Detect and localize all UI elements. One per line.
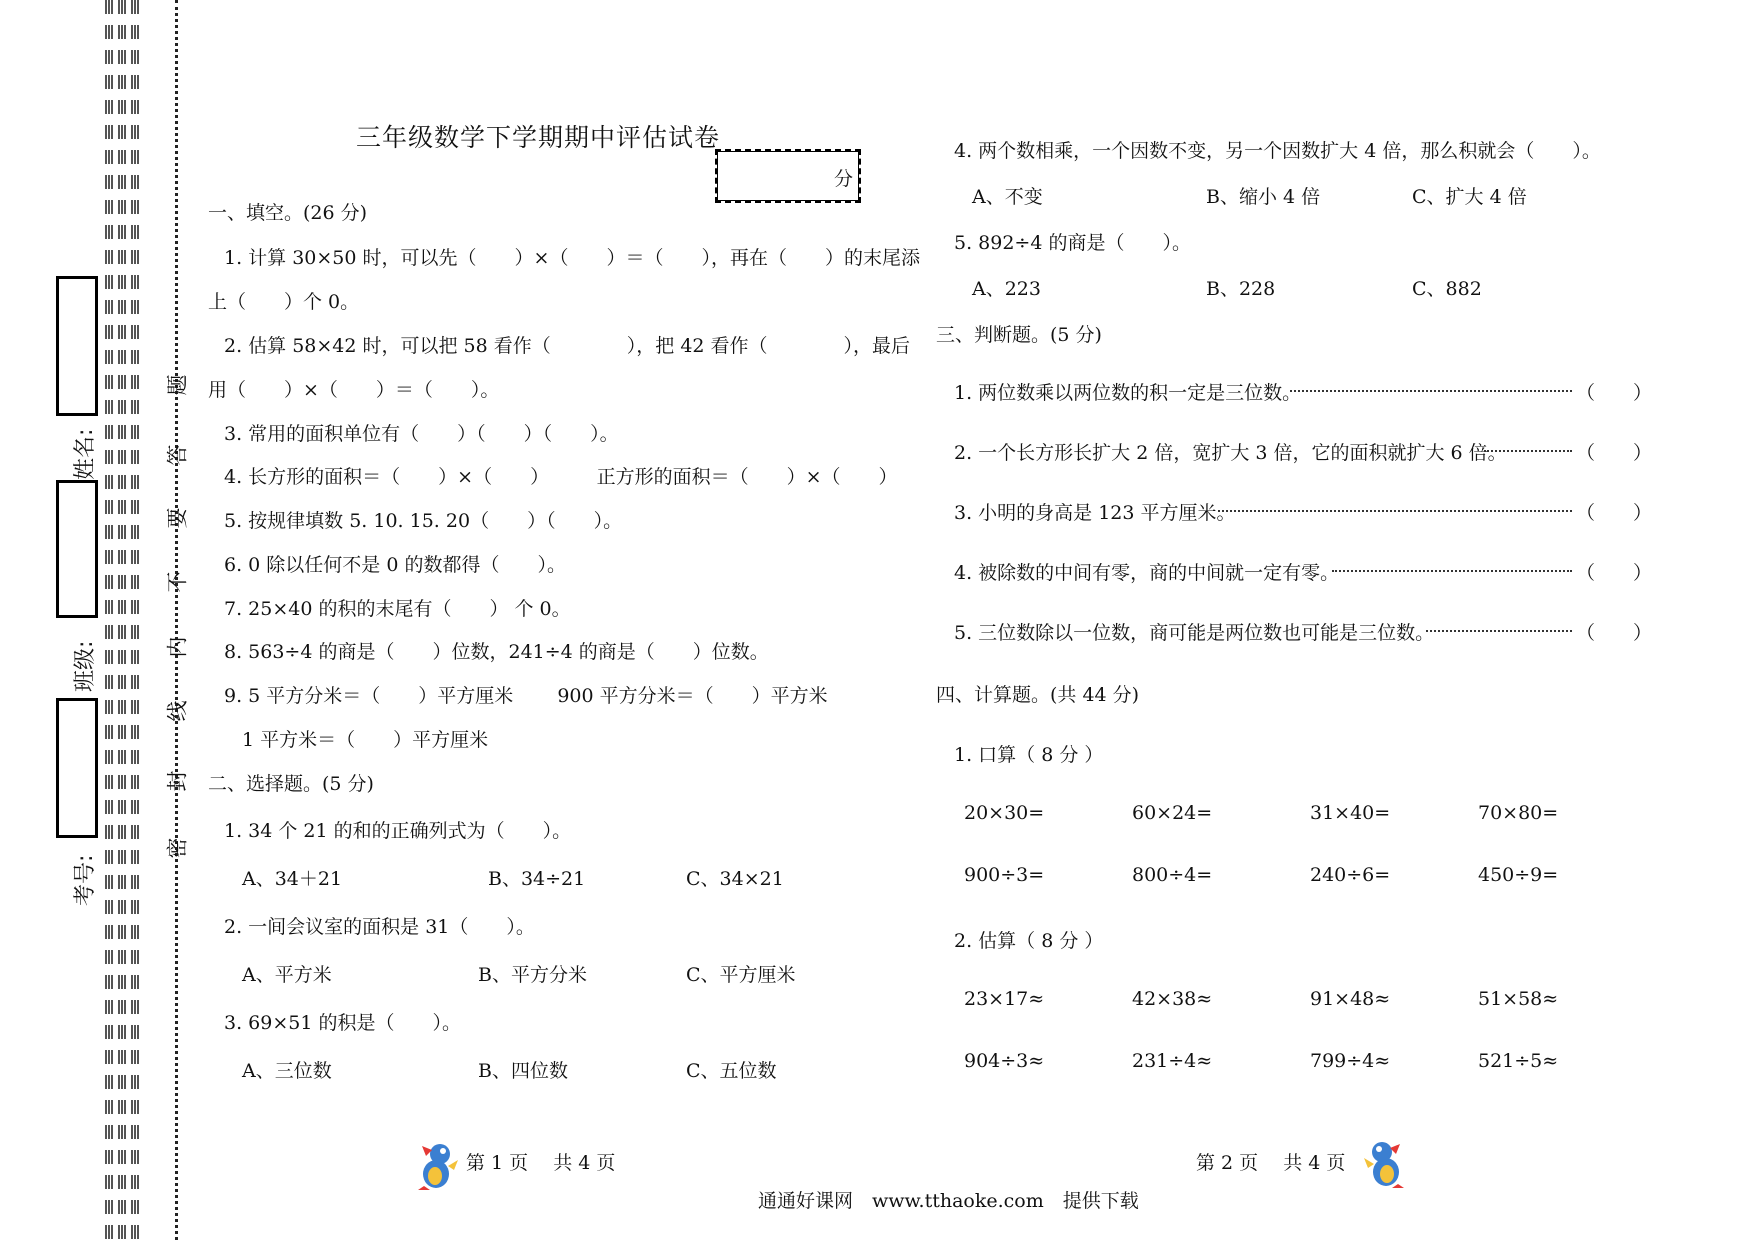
class-box [56, 480, 98, 618]
calc-item: 70×80= [1478, 802, 1559, 824]
choice-question: 2. 一间会议室的面积是 31（ ）。 [224, 916, 535, 938]
score-box[interactable] [715, 149, 861, 203]
leader-dots [1484, 450, 1572, 452]
seal-char: 内 [165, 636, 190, 658]
judge-bracket[interactable]: （ ） [1576, 442, 1653, 464]
choice-option: A、不变 [972, 186, 1043, 208]
section2-heading: 二、选择题。(5 分) [208, 773, 374, 795]
choice-question: 1. 34 个 21 的和的正确列式为（ ）。 [224, 820, 572, 842]
fill-line: 2. 估算 58×42 时，可以把 58 看作（ ），把 42 看作（ ），最后 [224, 335, 911, 357]
calc-item: 91×48≈ [1310, 988, 1391, 1010]
calc-item: 23×17≈ [964, 988, 1045, 1010]
choice-option: B、228 [1206, 278, 1276, 300]
calc-item: 51×58≈ [1478, 988, 1559, 1010]
seal-char: 密 [165, 837, 190, 859]
leader-dots [1290, 390, 1572, 392]
judge-statement: 3. 小明的身高是 123 平方厘米。 [954, 502, 1236, 524]
choice-option: B、34÷21 [488, 868, 586, 890]
exam-title: 三年级数学下学期期中评估试卷 [356, 123, 721, 152]
judge-bracket[interactable]: （ ） [1576, 382, 1653, 404]
leader-dots [1332, 570, 1572, 572]
seal-char: 不 [165, 571, 190, 593]
calc-item: 20×30= [964, 802, 1045, 824]
seal-char: 要 [165, 507, 190, 529]
judge-bracket[interactable]: （ ） [1576, 502, 1653, 524]
source-credit: 通通好课网 www.tthaoke.com 提供下载 [758, 1190, 1139, 1212]
judge-bracket[interactable]: （ ） [1576, 562, 1653, 584]
calc-item: 521÷5≈ [1478, 1050, 1559, 1072]
binding-dotted-line [175, 0, 178, 1240]
choice-option: B、四位数 [478, 1060, 568, 1082]
calc-item: 42×38≈ [1132, 988, 1213, 1010]
judge-statement: 4. 被除数的中间有零，商的中间就一定有零。 [954, 562, 1340, 584]
fill-line: 1. 计算 30×50 时，可以先（ ）×（ ）＝（ ），再在（ ）的末尾添 [224, 247, 920, 269]
score-unit: 分 [833, 168, 853, 190]
seal-char: 题 [165, 374, 190, 396]
choice-option: B、缩小 4 倍 [1206, 186, 1321, 208]
calc-item: 240÷6= [1310, 864, 1391, 886]
judge-bracket[interactable]: （ ） [1576, 622, 1653, 644]
choice-question: 5. 892÷4 的商是（ ）。 [954, 232, 1191, 254]
judge-statement: 2. 一个长方形长扩大 2 倍，宽扩大 3 倍，它的面积就扩大 6 倍。 [954, 442, 1507, 464]
exam-number-box [56, 698, 98, 838]
calc-item: 231÷4≈ [1132, 1050, 1213, 1072]
choice-option: A、34＋21 [242, 868, 343, 890]
exam-number-label: 考号: [73, 854, 98, 906]
fill-line: 上（ ）个 0。 [208, 291, 360, 313]
seal-char: 答 [165, 444, 190, 466]
fill-line: 1 平方米＝（ ）平方厘米 [242, 729, 489, 751]
choice-option: C、扩大 4 倍 [1412, 186, 1527, 208]
calc-item: 60×24= [1132, 802, 1213, 824]
fill-line: 8. 563÷4 的商是（ ）位数，241÷4 的商是（ ）位数。 [224, 641, 769, 663]
estimate-label: 2. 估算（ 8 分 ） [954, 930, 1104, 952]
name-label: 姓名: [73, 428, 98, 480]
section4-heading: 四、计算题。(共 44 分) [936, 684, 1140, 706]
page-number-right: 第 2 页 共 4 页 [1196, 1152, 1346, 1174]
calc-item: 450÷9= [1478, 864, 1559, 886]
choice-option: A、三位数 [242, 1060, 332, 1082]
choice-option: C、平方厘米 [686, 964, 796, 986]
fill-line: 5. 按规律填数 5. 10. 15. 20（ ）（ ）。 [224, 510, 623, 532]
binding-barcode-strip [105, 0, 162, 1240]
choice-option: C、34×21 [686, 868, 784, 890]
section1-heading: 一、填空。(26 分) [208, 202, 368, 224]
calc-item: 799÷4≈ [1310, 1050, 1391, 1072]
fill-line: 4. 长方形的面积＝（ ）×（ ） 正方形的面积＝（ ）×（ ） [224, 466, 898, 488]
leader-dots [1426, 630, 1572, 632]
choice-option: C、五位数 [686, 1060, 777, 1082]
seal-char: 封 [165, 770, 190, 792]
mascot-icon [414, 1136, 460, 1192]
page-number-left: 第 1 页 共 4 页 [466, 1152, 616, 1174]
calc-item: 31×40= [1310, 802, 1391, 824]
choice-option: A、223 [972, 278, 1041, 300]
judge-statement: 5. 三位数除以一位数，商可能是两位数也可能是三位数。 [954, 622, 1435, 644]
judge-statement: 1. 两位数乘以两位数的积一定是三位数。 [954, 382, 1302, 404]
calc-item: 900÷3= [964, 864, 1045, 886]
mental-calc-label: 1. 口算（ 8 分 ） [954, 744, 1104, 766]
seal-char: 线 [165, 700, 190, 722]
fill-line: 用（ ）×（ ）＝（ ）。 [208, 379, 500, 401]
calc-item: 800÷4= [1132, 864, 1213, 886]
choice-option: B、平方分米 [478, 964, 587, 986]
choice-option: A、平方米 [242, 964, 332, 986]
choice-question: 3. 69×51 的积是（ ）。 [224, 1012, 461, 1034]
choice-question: 4. 两个数相乘，一个因数不变，另一个因数扩大 4 倍，那么积就会（ ）。 [954, 140, 1601, 162]
leader-dots [1218, 510, 1572, 512]
fill-line: 6. 0 除以任何不是 0 的数都得（ ）。 [224, 554, 566, 576]
fill-line: 3. 常用的面积单位有（ ）（ ）（ ）。 [224, 423, 619, 445]
choice-option: C、882 [1412, 278, 1482, 300]
mascot-icon [1362, 1134, 1408, 1190]
fill-line: 9. 5 平方分米＝（ ）平方厘米 900 平方分米＝（ ）平方米 [224, 685, 828, 707]
section3-heading: 三、判断题。(5 分) [936, 324, 1102, 346]
name-box [56, 276, 98, 416]
calc-item: 904÷3≈ [964, 1050, 1045, 1072]
class-label: 班级: [73, 640, 98, 692]
fill-line: 7. 25×40 的积的末尾有（ ） 个 0。 [224, 598, 571, 620]
